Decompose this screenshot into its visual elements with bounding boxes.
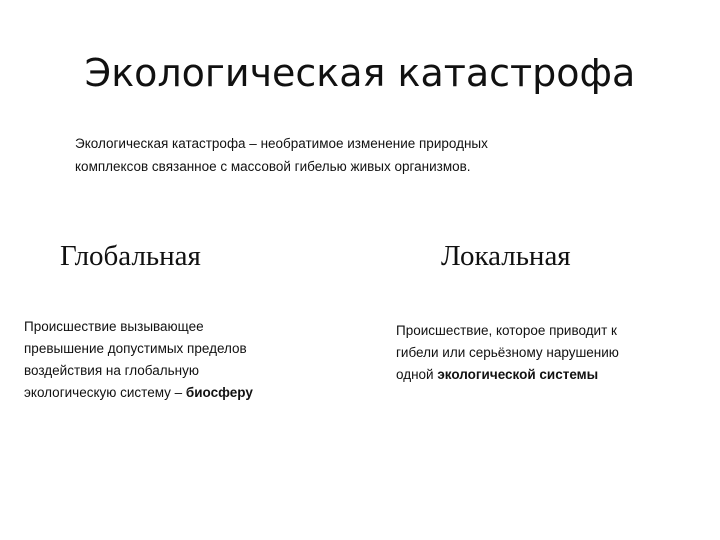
- local-description-line: гибели или серьёзному нарушению: [396, 345, 619, 360]
- local-description: [396, 320, 706, 386]
- global-description: [24, 316, 324, 404]
- global-description-line: воздействия на глобальную: [24, 363, 199, 378]
- definition-line: комплексов связанное с массовой гибелью живых организмов.: [75, 159, 471, 174]
- definition-line: Экологическая катастрофа – необратимое изменение природных: [75, 136, 488, 151]
- local-heading: Локальная: [441, 240, 571, 272]
- global-description-line: превышение допустимых пределов: [24, 341, 247, 356]
- global-heading: Глобальная: [60, 240, 201, 272]
- local-description-text: одной: [396, 367, 438, 382]
- global-description-text: экологическую систему –: [24, 385, 186, 400]
- local-description-line: [396, 364, 706, 386]
- definition-text: [75, 132, 615, 178]
- slide-title: Экологическая катастрофа: [84, 51, 636, 95]
- global-description-line: [24, 382, 324, 404]
- global-description-line: Происшествие вызывающее: [24, 319, 204, 334]
- global-bold-term: биосферу: [185, 385, 253, 400]
- local-description-line: Происшествие, которое приводит к: [396, 323, 617, 338]
- local-bold-term: экологической системы: [437, 367, 599, 382]
